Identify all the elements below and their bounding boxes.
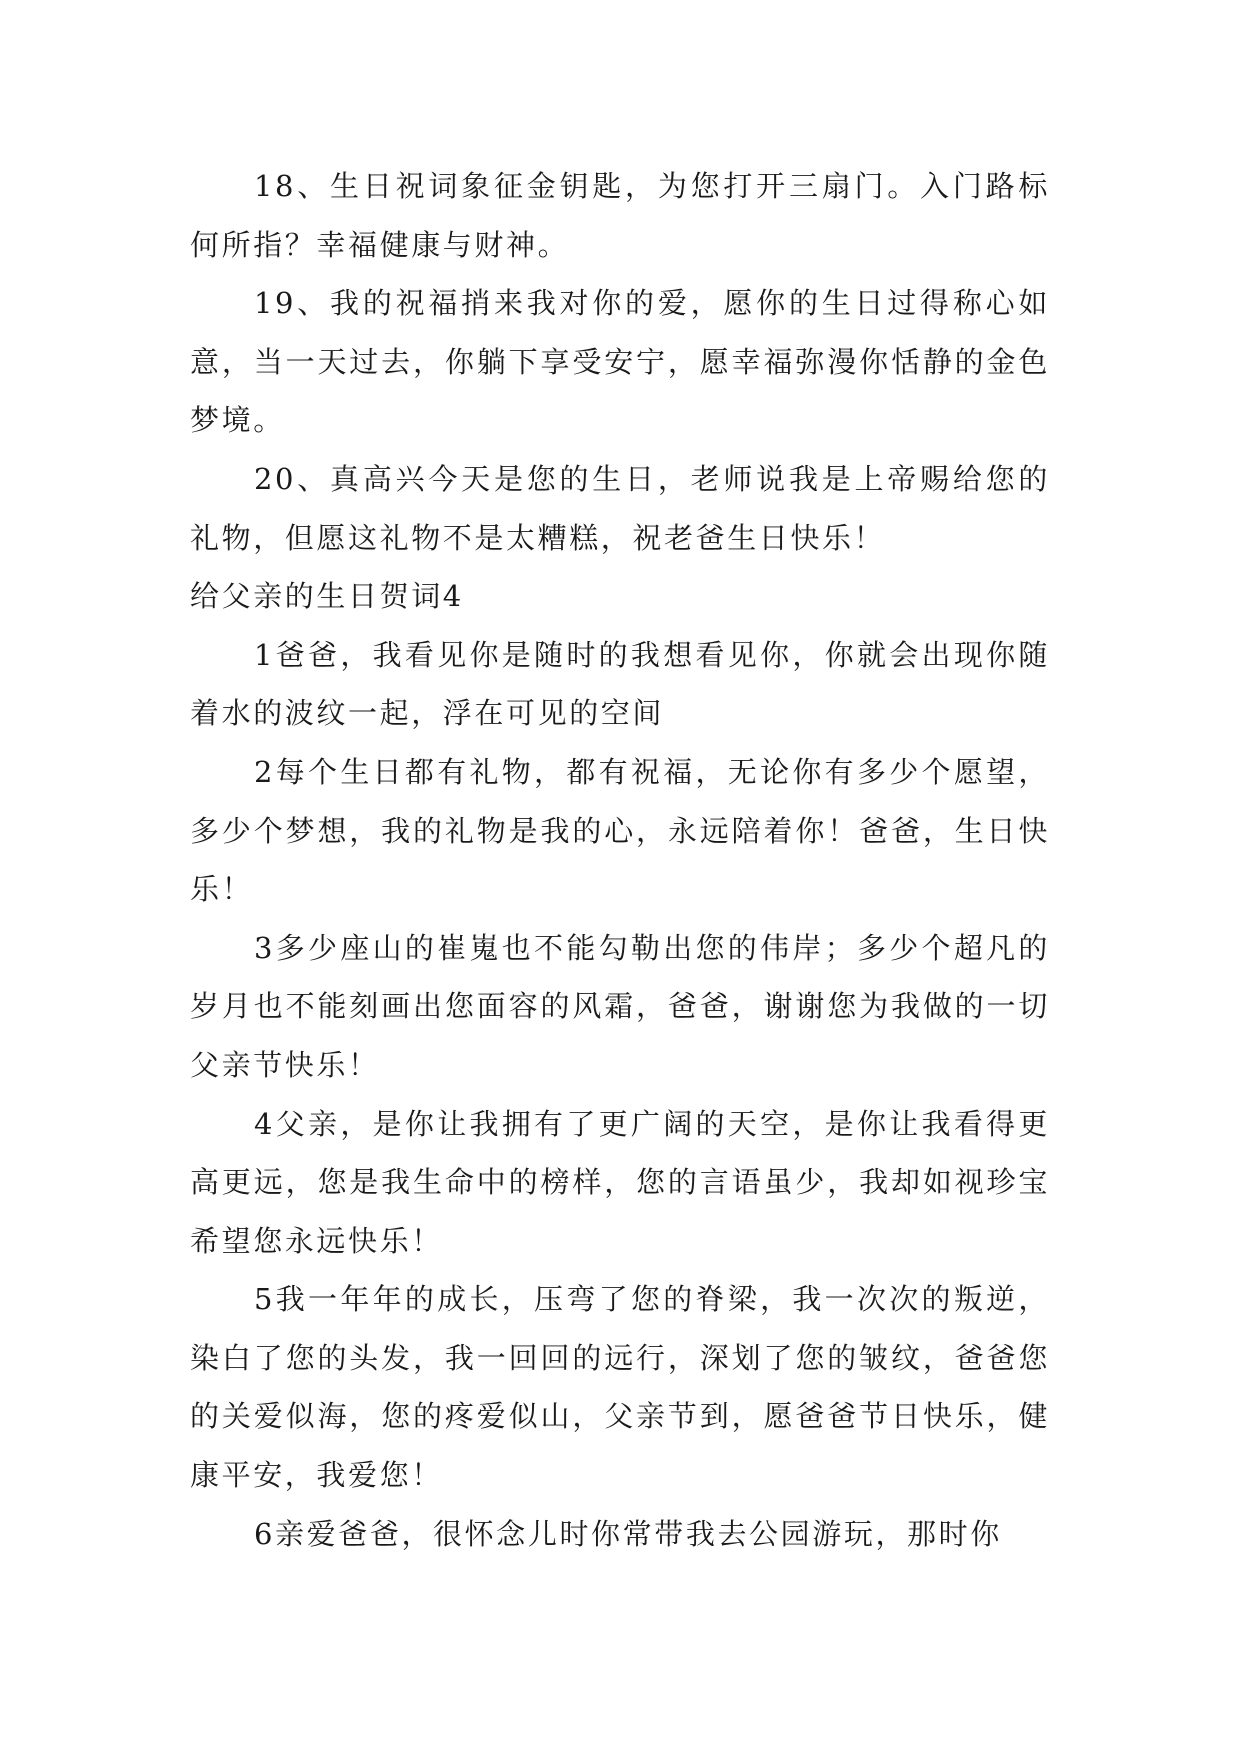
section-heading: 给父亲的生日贺词4 bbox=[190, 579, 464, 614]
paragraph-3: 3多少座山的崔嵬也不能勾勒出您的伟岸；多少个超凡的岁月也不能刻画出您面容的风霜，爸爸，谢谢您为我做的一切父亲节快乐！ bbox=[190, 930, 1050, 1082]
paragraph-5: 5我一年年的成长，压弯了您的脊梁，我一次次的叛逆，染白了您的头发，我一回回的远行，深划了您的皱纹，爸爸您的关爱似海，您的疼爱似山，父亲节到，愿爸爸节日快乐，健康平安，我爱您！ bbox=[190, 1282, 1050, 1493]
paragraph-6: 6亲爱爸爸，很怀念儿时你常带我去公园游玩，那时你 bbox=[254, 1516, 1002, 1551]
paragraph-2: 2每个生日都有礼物，都有祝福，无论你有多少个愿望，多少个梦想，我的礼物是我的心，永远陪着你！爸爸，生日快乐！ bbox=[190, 754, 1050, 907]
document-body bbox=[190, 157, 1050, 1563]
paragraph-20: 20、真高兴今天是您的生日，老师说我是上帝赐给您的礼物，但愿这礼物不是太糟糕，祝老爸生日快乐！ bbox=[190, 461, 1050, 555]
paragraph-19: 19、我的祝福捎来我对你的爱，愿你的生日过得称心如意，当一天过去，你躺下享受安宁，愿幸福弥漫你恬静的金色梦境。 bbox=[190, 286, 1050, 438]
paragraph-1: 1爸爸，我看见你是随时的我想看见你，你就会出现你随着水的波纹一起，浮在可见的空间 bbox=[190, 637, 1050, 731]
paragraph-18: 18、生日祝词象征金钥匙，为您打开三扇门。入门路标何所指？幸福健康与财神。 bbox=[190, 169, 1050, 262]
paragraph-4: 4父亲，是你让我拥有了更广阔的天空，是你让我看得更高更远，您是我生命中的榜样，您的言语虽少，我却如视珍宝希望您永远快乐！ bbox=[190, 1106, 1050, 1258]
